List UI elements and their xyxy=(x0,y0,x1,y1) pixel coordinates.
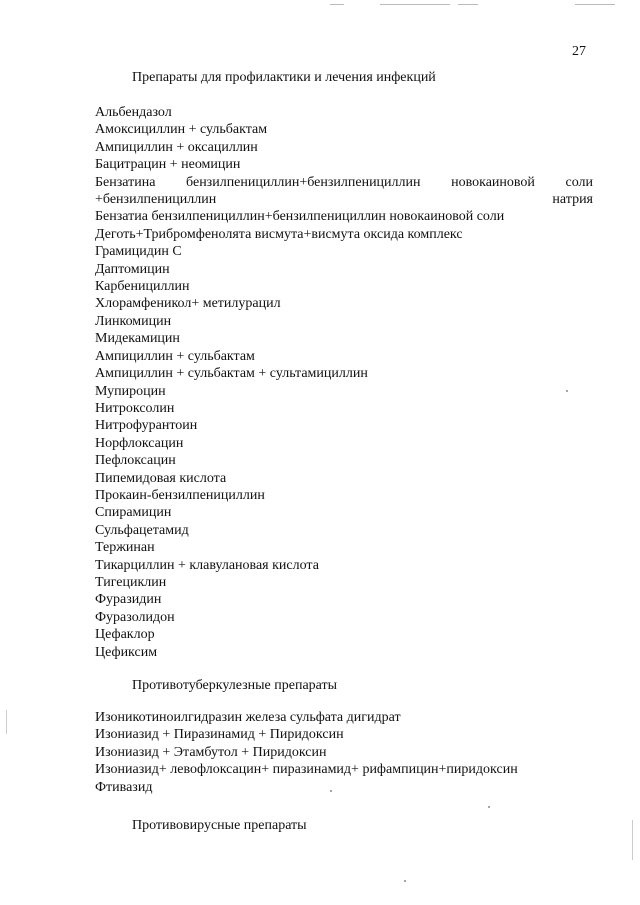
scan-speck xyxy=(404,880,406,882)
drug-item: Тигециклин xyxy=(95,574,167,590)
drug-item: Изониазид + Этамбутол + Пиридоксин xyxy=(95,744,327,760)
drug-item: Прокаин-бензилпенициллин xyxy=(95,487,265,503)
drug-item: Деготь+Трибромфенолята висмута+висмута оксида комплекс xyxy=(95,226,463,242)
drug-item: Норфлоксацин xyxy=(95,435,184,451)
drug-item: Изониазид+ левофлоксацин+ пиразинамид+ рифампицин+пиридоксин xyxy=(95,762,518,778)
drug-item: Изониазид + Пиразинамид + Пиридоксин xyxy=(95,727,344,743)
scan-artifacts-top xyxy=(0,0,640,10)
drug-item: Линкомицин xyxy=(95,313,172,329)
drug-item: Цефаклор xyxy=(95,627,155,643)
drug-item: Мупироцин xyxy=(95,383,166,399)
drug-item: Карбенициллин xyxy=(95,279,190,295)
scan-speck xyxy=(566,390,568,392)
drug-item: Хлорамфеникол+ метилурацил xyxy=(95,296,281,312)
drug-list-infections xyxy=(95,104,593,661)
section-heading-antiviral: Противовирусные препараты xyxy=(132,818,307,833)
drug-item: Бацитрацин + неомицин xyxy=(95,157,241,173)
drug-item: Ампициллин + сульбактам xyxy=(95,348,255,364)
drug-item: Альбендазол xyxy=(95,105,172,120)
drug-item: Даптомицин xyxy=(95,261,170,277)
drug-item: Тержинан xyxy=(95,540,155,556)
scan-speck xyxy=(330,790,332,792)
drug-item: Фуразолидон xyxy=(95,609,175,625)
drug-item: Сульфацетамид xyxy=(95,522,189,538)
drug-list-tuberculosis xyxy=(95,709,593,796)
drug-item: Пипемидовая кислота xyxy=(95,470,227,486)
section-heading-infections: Препараты для профилактики и лечения инфекций xyxy=(132,70,436,85)
drug-item: Бензатина бензилпенициллин+бензилпенициллин новокаиновой соли +бензилпенициллин натрия xyxy=(95,174,593,208)
scan-edge-mark xyxy=(6,710,7,734)
section-heading-tuberculosis: Противотуберкулезные препараты xyxy=(132,678,338,693)
drug-item: Бензатиа бензилпенициллин+бензилпенициллин новокаиновой соли xyxy=(95,209,505,225)
drug-item: Фуразидин xyxy=(95,592,162,608)
drug-item: Грамицидин С xyxy=(95,244,182,260)
drug-item: Нитроксолин xyxy=(95,400,175,416)
drug-item: Амоксициллин + сульбактам xyxy=(95,122,268,138)
drug-item: Ампициллин + оксациллин xyxy=(95,139,258,155)
drug-item: Нитрофурантоин xyxy=(95,418,198,434)
drug-item: Тикарциллин + клавулановая кислота xyxy=(95,557,319,573)
drug-item: Фтивазид xyxy=(95,779,153,795)
drug-item: Мидекамицин xyxy=(95,331,180,347)
drug-item: Спирамицин xyxy=(95,505,172,521)
drug-item: Пефлоксацин xyxy=(95,453,176,469)
drug-item: Изоникотиноилгидразин железа сульфата дигидрат xyxy=(95,710,401,725)
scan-speck xyxy=(488,806,490,808)
scan-edge-mark xyxy=(632,820,633,860)
page-number: 27 xyxy=(572,44,586,59)
drug-item: Цефиксим xyxy=(95,644,158,660)
drug-item: Ампициллин + сульбактам + сультамициллин xyxy=(95,366,368,382)
